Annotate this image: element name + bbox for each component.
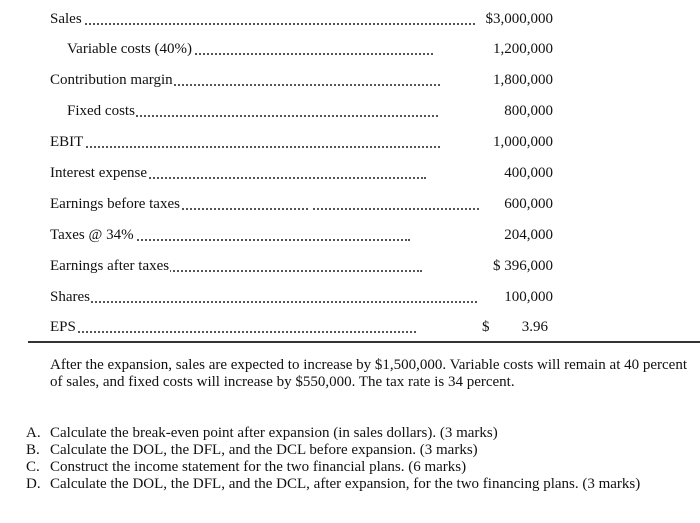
statement-value: 800,000	[504, 103, 553, 119]
statement-row-earnings-before-taxes	[0, 193, 700, 217]
statement-value: 204,000	[504, 227, 553, 243]
statement-value: 1,000,000	[493, 134, 553, 150]
task-letter: D.	[26, 476, 41, 492]
statement-value: 400,000	[504, 165, 553, 181]
task-list	[26, 425, 691, 493]
statement-currency-symbol: $	[482, 319, 490, 335]
task-letter: A.	[26, 425, 41, 441]
statement-label: Taxes @ 34%	[50, 224, 410, 246]
statement-value: $ 396,000	[493, 258, 553, 274]
statement-label: Shares	[50, 286, 477, 308]
task-text: Calculate the DOL, the DFL, and the DCL before expansion. (3 marks)	[50, 442, 478, 458]
statement-label: Earnings after taxes	[50, 255, 422, 277]
statement-row-variable-costs	[0, 38, 700, 62]
task-text: Construct the income statement for the two financial plans. (6 marks)	[50, 459, 467, 475]
divider-rule	[28, 341, 700, 343]
statement-label: Fixed costs	[67, 100, 438, 122]
statement-label: Contribution margin	[50, 69, 440, 91]
list-item	[26, 459, 691, 476]
statement-row-eps	[0, 316, 700, 340]
statement-label: Sales	[50, 8, 475, 30]
statement-row-taxes	[0, 224, 700, 248]
list-item	[26, 476, 691, 493]
statement-label: EPS	[50, 316, 416, 338]
task-letter: B.	[26, 442, 40, 458]
expansion-paragraph: After the expansion, sales are expected to increase by $1,500,000. Variable costs will remain at 40 percent of sales, and fixed costs will increase by $550,000. The tax rate is 34 percent.	[50, 357, 688, 390]
statement-label: Interest expense	[50, 162, 426, 184]
statement-row-interest-expense	[0, 162, 700, 186]
statement-row-contribution-margin	[0, 69, 700, 93]
statement-label: Variable costs (40%)	[67, 38, 433, 60]
statement-value: 600,000	[504, 196, 553, 212]
statement-value: $3,000,000	[485, 11, 553, 27]
list-item	[26, 425, 691, 442]
statement-row-fixed-costs	[0, 100, 700, 124]
statement-row-earnings-after-taxes	[0, 255, 700, 279]
statement-row-sales	[0, 8, 700, 32]
statement-row-shares	[0, 286, 700, 310]
statement-value: 3.96	[521, 319, 548, 335]
statement-value: 100,000	[504, 289, 553, 305]
task-letter: C.	[26, 459, 40, 475]
statement-label: EBIT	[50, 131, 440, 153]
statement-row-ebit	[0, 131, 700, 155]
task-text: Calculate the DOL, the DFL, and the DCL, after expansion, for the two financing plans. (3 marks)	[50, 476, 641, 492]
statement-label: Earnings before taxes	[50, 193, 308, 215]
statement-value: 1,800,000	[493, 72, 553, 88]
list-item	[26, 442, 691, 459]
task-text: Calculate the break-even point after expansion (in sales dollars). (3 marks)	[50, 425, 498, 441]
statement-value: 1,200,000	[493, 41, 553, 57]
